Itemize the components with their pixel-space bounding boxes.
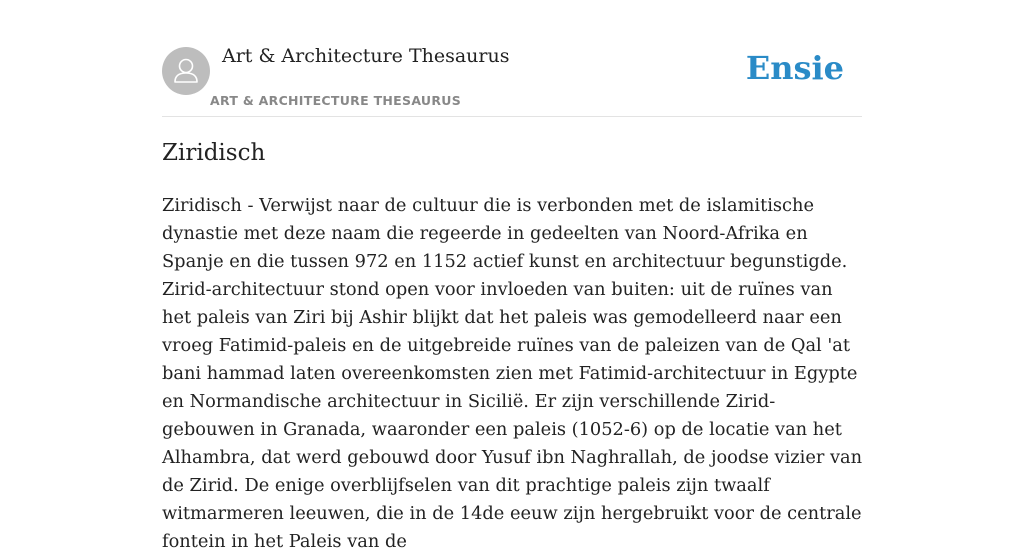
- page: [162, 0, 863, 552]
- user-avatar-icon[interactable]: [162, 47, 210, 95]
- source-label: ART & ARCHITECTURE THESAURUS: [210, 93, 462, 108]
- article-body: Ziridisch - Verwijst naar de cultuur die is verbonden met de islamitische dynastie met deze naam die regeerde in gedeelten van Noord-Afrika en Spanje en die tussen 972 en 1152 actief kunst en architectuur begunstigde. Zirid-architectuur stond open voor invloeden van buiten: uit de ruïnes van het paleis van Ziri bij Ashir blijkt dat het paleis was gemodelleerd naar een vroeg Fatimid-paleis en de uitgebreide ruïnes van de paleizen van de Qal 'at bani hammad laten overeenkomsten zien met Fatimid-architectuur in Egypte en Normandische architectuur in Sicilië. Er zijn verschillende Zirid-gebouwen in Granada, waaronder een paleis (1052-6) op de locatie van het Alhambra, dat werd gebouwd door Yusuf ibn Naghrallah, de joodse vizier van de Zirid. De enige overblijfselen van dit prachtige paleis zijn twaalf witmarmeren leeuwen, die in de 14de eeuw zijn hergebruikt voor de centrale fontein in het Paleis van de: [162, 195, 863, 552]
- author-name-link[interactable]: Art & Architecture Thesaurus: [222, 45, 510, 67]
- article-title: Ziridisch: [162, 140, 266, 166]
- ensie-logo[interactable]: Ensie: [745, 49, 844, 87]
- user-silhouette-icon: [162, 47, 210, 95]
- article-header: [162, 0, 862, 117]
